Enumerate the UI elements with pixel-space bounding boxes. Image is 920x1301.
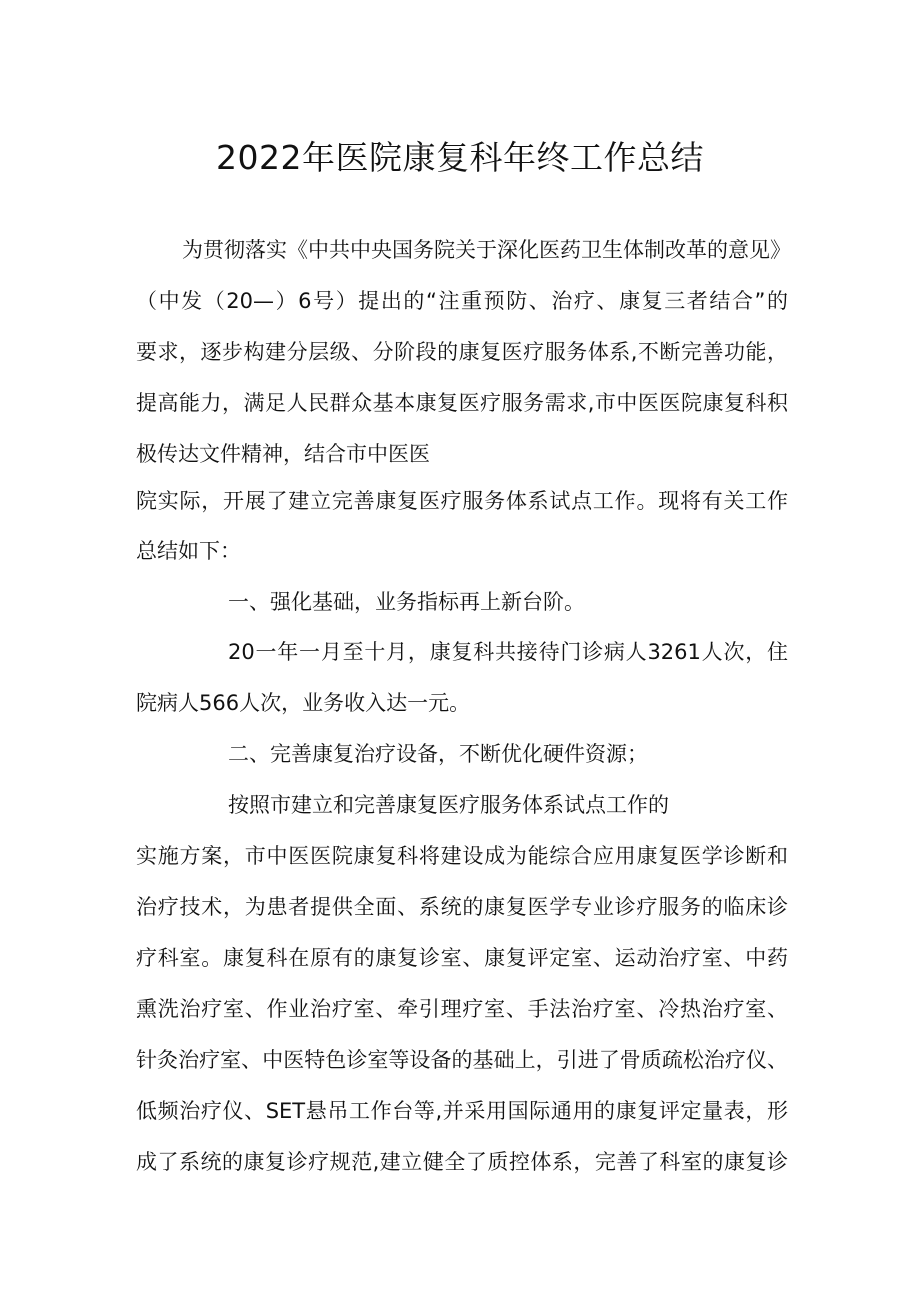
section-heading-1: 一、强化基础，业务指标再上新台阶。 <box>228 590 585 614</box>
paragraph-line: 为贯彻落实《中共中央国务院关于深化医药卫生体制改革的意见》 <box>182 238 791 262</box>
paragraph-line: 实施方案，市中医医院康复科将建设成为能综合应用康复医学诊断和 <box>136 844 788 868</box>
paragraph-line: 熏洗治疗室、作业治疗室、牵引理疗室、手法治疗室、冷热治疗室、 <box>136 997 788 1021</box>
paragraph-line: （中发（20—）6号）提出的“注重预防、治疗、康复三者结合”的 <box>136 289 788 313</box>
paragraph-line: 院实际，开展了建立完善康复医疗服务体系试点工作。现将有关工作 <box>136 489 788 513</box>
paragraph-line: 成了系统的康复诊疗规范,建立健全了质控体系，完善了科室的康复诊 <box>136 1150 788 1174</box>
paragraph-line: 按照市建立和完善康复医疗服务体系试点工作的 <box>228 793 669 817</box>
paragraph-line: 20一年一月至十月，康复科共接待门诊病人3261人次，住 <box>228 640 788 664</box>
paragraph-line: 治疗技术，为患者提供全面、系统的康复医学专业诊疗服务的临床诊 <box>136 895 788 919</box>
paragraph-line: 提高能力，满足人民群众基本康复医疗服务需求,市中医医院康复科积 <box>136 391 788 415</box>
paragraph-line: 总结如下： <box>136 539 241 563</box>
paragraph-line: 极传达文件精神，结合市中医医 <box>136 442 430 466</box>
paragraph-line: 针灸治疗室、中医特色诊室等设备的基础上，引进了骨质疏松治疗仪、 <box>136 1048 788 1072</box>
paragraph-line: 院病人566人次，业务收入达一元。 <box>136 691 471 715</box>
paragraph-line: 要求，逐步构建分层级、分阶段的康复医疗服务体系,不断完善功能， <box>136 340 788 364</box>
document-title: 2022年医院康复科年终工作总结 <box>216 138 704 177</box>
section-heading-2: 二、完善康复治疗设备，不断优化硬件资源； <box>228 742 648 766</box>
paragraph-line: 疗科室。康复科在原有的康复诊室、康复评定室、运动治疗室、中药 <box>136 946 788 970</box>
paragraph-line: 低频治疗仪、SET悬吊工作台等,并采用国际通用的康复评定量表，形 <box>136 1099 788 1123</box>
